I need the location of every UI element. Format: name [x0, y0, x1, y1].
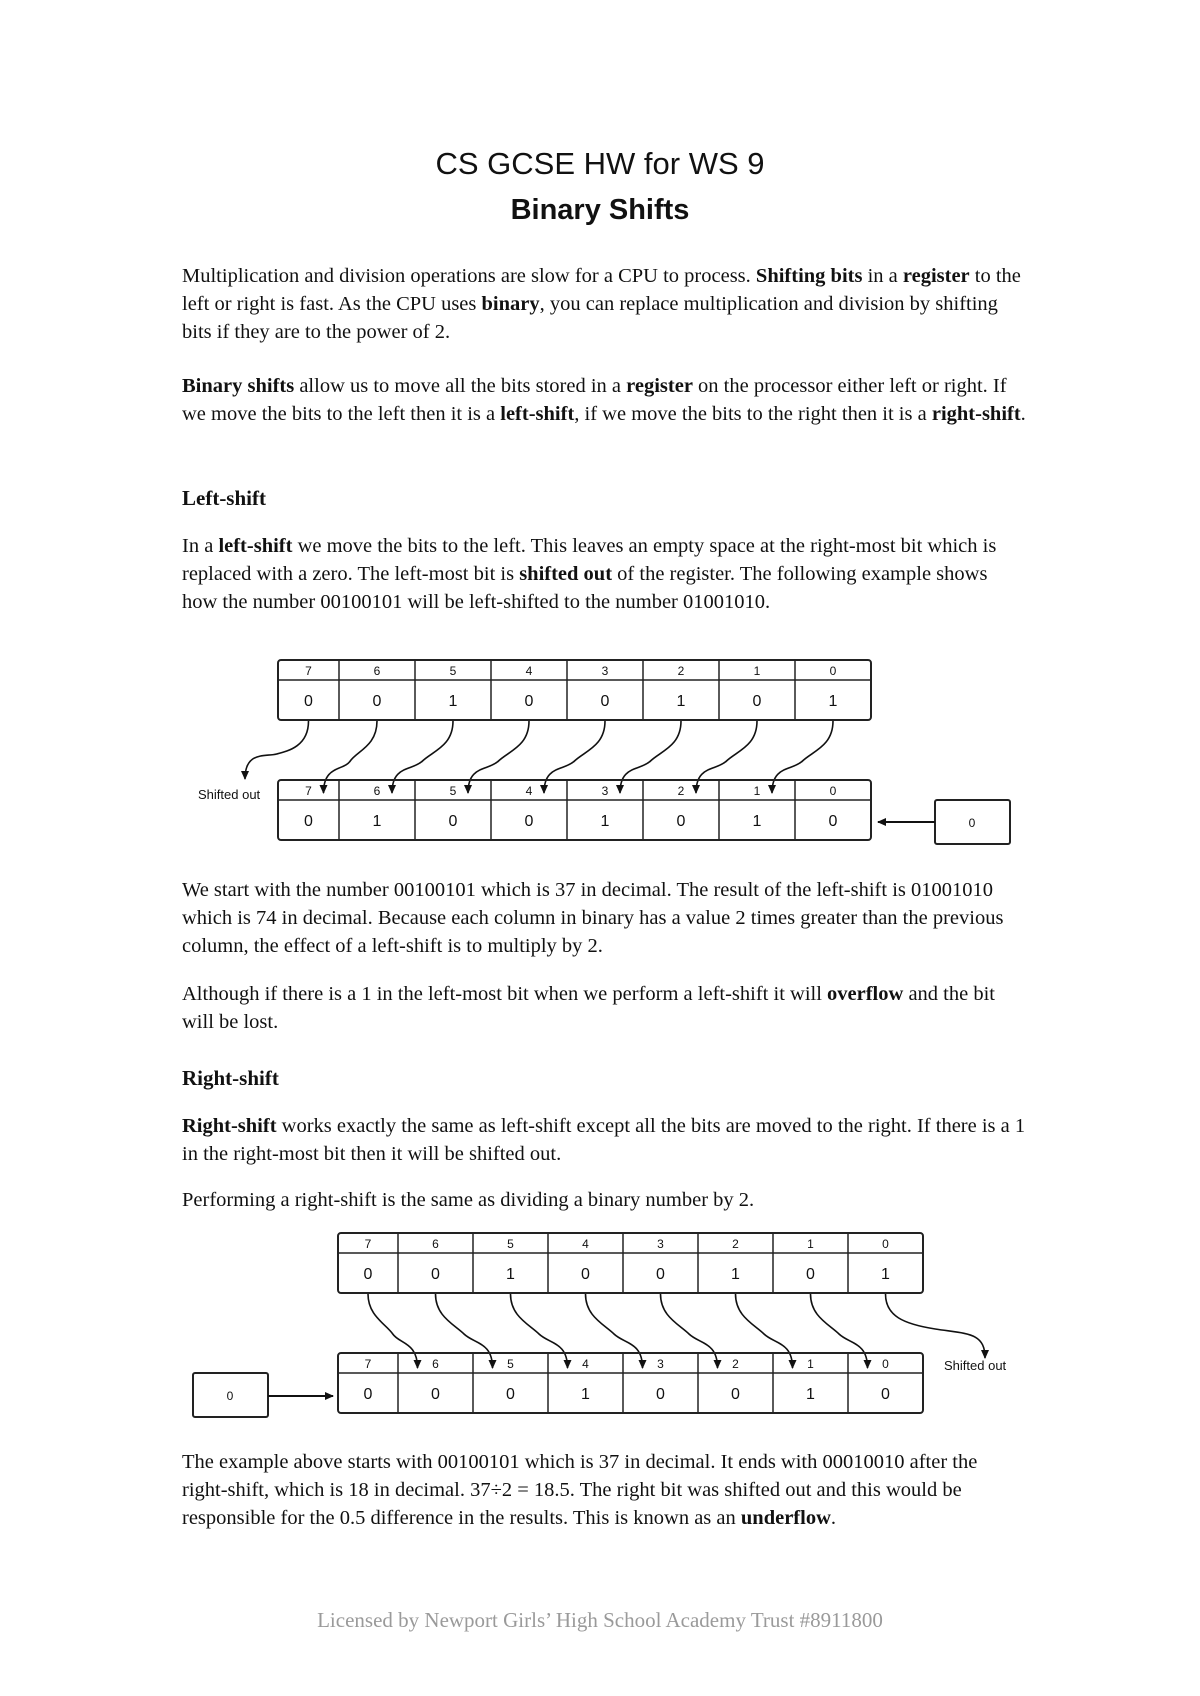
bit-position-label: 6 [373, 784, 381, 798]
bit-shift-arrow [511, 1294, 568, 1368]
bit-position-label: 2 [677, 784, 685, 798]
left-shift-arrows [245, 721, 833, 793]
text-run: In a [182, 535, 219, 557]
left-register-after [278, 780, 871, 840]
bit-position-label: 7 [305, 664, 312, 678]
bit-position-label: 1 [753, 664, 761, 678]
bold-term: right-shift [931, 403, 1021, 425]
bit-value: 0 [752, 693, 762, 710]
bit-shift-arrow [324, 721, 378, 793]
bit-value: 0 [581, 1266, 590, 1283]
text-run: we move the bits to the left. This leaves an empty space at the right-most bit which is replaced with a zero. The left-most bit is [182, 535, 997, 585]
bit-position-label: 5 [507, 1237, 514, 1251]
bit-position-label: 7 [364, 1237, 372, 1251]
bit-position-label: 0 [829, 784, 837, 798]
left-register-before [278, 660, 871, 720]
bit-value: 0 [304, 813, 313, 830]
text-run: to the left or right is fast. As the CPU uses [182, 265, 1021, 315]
bit-shift-arrow [620, 721, 681, 793]
text-run: , you can replace multiplication and division by shifting bits if they are to the power of 2. [182, 293, 998, 343]
bit-value: 1 [881, 1266, 890, 1283]
bit-value: 1 [676, 693, 686, 710]
bit-position-label: 4 [525, 664, 533, 678]
bold-term: underflow [740, 1507, 831, 1529]
bit-position-label: 3 [601, 784, 609, 798]
bit-position-label: 6 [432, 1357, 439, 1371]
bit-shift-arrow [436, 1294, 493, 1368]
right-shift-paragraph-3 [182, 1448, 1027, 1532]
text-run: , if we move the bits to the right then it is a [574, 403, 932, 425]
bit-position-label: 4 [525, 784, 533, 798]
bit-position-label: 5 [507, 1357, 514, 1371]
text-run: . [830, 1507, 836, 1529]
bit-position-label: 4 [582, 1357, 589, 1371]
bit-shift-arrow [696, 721, 757, 793]
left-shift-paragraph-2 [182, 876, 1027, 960]
left-after-frame [278, 780, 871, 840]
right-shifted-out-label: Shifted out [944, 1358, 1007, 1373]
bit-position-label: 1 [753, 784, 761, 798]
intro-paragraph-2 [182, 372, 1027, 428]
bit-position-label: 0 [882, 1357, 889, 1371]
text-run: of the register. The following example shows how the number 00100101 will be left-shifted to the number 01001010. [182, 563, 988, 613]
text-run: allow us to move all the bits stored in a [294, 375, 627, 397]
right-fill-value: 0 [226, 1389, 234, 1403]
bit-value: 1 [731, 1266, 740, 1283]
bit-value: 1 [448, 693, 458, 710]
bit-shift-arrow [586, 1294, 643, 1368]
bold-term: left-shift [218, 535, 293, 557]
bit-value: 1 [752, 813, 762, 830]
bit-value: 0 [506, 1386, 515, 1403]
bit-value: 0 [363, 1386, 373, 1403]
text-run: on the processor either left or right. If we move the bits to the left then it is a [182, 375, 1007, 425]
bit-value: 0 [524, 693, 534, 710]
bold-term: left-shift [500, 403, 575, 425]
bit-value: 0 [431, 1266, 440, 1283]
bit-shift-arrow [811, 1294, 868, 1368]
intro-paragraph-1 [182, 262, 1027, 346]
left-before-frame [278, 660, 871, 720]
left-shift-paragraph-1 [182, 532, 1027, 616]
left-fill-value: 0 [968, 816, 976, 830]
right-register-before [338, 1233, 923, 1293]
text-run: and the bit will be lost. [182, 983, 995, 1033]
page-subtitle: Binary Shifts [510, 194, 690, 226]
bit-value: 1 [828, 693, 838, 710]
bit-value: 0 [656, 1386, 665, 1403]
text-run: works exactly the same as left-shift except all the bits are moved to the right. If there is a 1 in the right-most bit then it will be shifted out. [182, 1115, 1026, 1165]
bit-value: 0 [828, 813, 838, 830]
bit-position-label: 4 [582, 1237, 589, 1251]
bold-term: shifted out [519, 563, 613, 585]
page-title: CS GCSE HW for WS 9 [435, 146, 765, 181]
license-footer: Licensed by Newport Girls’ High School Academy Trust #8911800 [317, 1608, 883, 1632]
text-run: Although if there is a 1 in the left-most bit when we perform a left-shift it will [182, 983, 828, 1005]
bit-position-label: 2 [732, 1357, 739, 1371]
bit-value: 0 [806, 1266, 815, 1283]
bit-shift-arrow [544, 721, 605, 793]
bit-shift-arrow [392, 721, 453, 793]
left-shift-paragraph-3 [182, 980, 1027, 1036]
text-run: Performing a right-shift is the same as dividing a binary number by 2. [182, 1189, 755, 1211]
bit-value: 0 [431, 1386, 440, 1403]
bit-position-label: 6 [432, 1237, 439, 1251]
bit-value: 1 [581, 1386, 590, 1403]
text-run: We start with the number 00100101 which is 37 in decimal. The result of the left-shift is 01001010 which is 74 in decimal. Because each column in binary has a value 2 times greater than the previous column, the effect of a left-shift is to multiply by 2. [182, 879, 1004, 957]
bit-position-label: 6 [373, 664, 381, 678]
bit-value: 1 [806, 1386, 815, 1403]
bit-value: 0 [600, 693, 610, 710]
bit-value: 1 [372, 813, 382, 830]
bit-shift-arrow [661, 1294, 718, 1368]
bit-value: 0 [881, 1386, 890, 1403]
right-register-after [338, 1353, 923, 1413]
bit-position-label: 5 [449, 784, 457, 798]
left-shifted-out-label: Shifted out [198, 787, 261, 802]
right-shift-diagram [0, 1228, 1200, 1428]
right-before-frame [338, 1233, 923, 1293]
right-shift-heading: Right-shift [182, 1066, 279, 1090]
right-after-frame [338, 1353, 923, 1413]
text-run: . [1020, 403, 1026, 425]
bit-position-label: 7 [305, 784, 312, 798]
left-shift-diagram [0, 655, 1200, 855]
bit-shift-arrow [772, 721, 833, 793]
left-shift-heading: Left-shift [182, 486, 266, 510]
bit-shift-arrow [736, 1294, 793, 1368]
bit-value: 0 [304, 693, 313, 710]
bold-term: overflow [827, 983, 904, 1005]
bit-value: 0 [676, 813, 686, 830]
bit-value: 0 [524, 813, 534, 830]
bit-value: 0 [731, 1386, 740, 1403]
bit-value: 0 [448, 813, 458, 830]
bold-term: Shifting bits [755, 265, 863, 287]
bold-term: register [902, 265, 970, 287]
text-run: Multiplication and division operations are slow for a CPU to process. [182, 265, 756, 287]
bit-position-label: 0 [829, 664, 837, 678]
bit-position-label: 3 [601, 664, 609, 678]
bold-term: Right-shift [182, 1115, 277, 1137]
bit-shift-arrow [468, 721, 529, 793]
bit-value: 1 [506, 1266, 515, 1283]
bit-position-label: 0 [882, 1237, 889, 1251]
bit-position-label: 3 [657, 1357, 664, 1371]
bit-position-label: 1 [807, 1357, 814, 1371]
bit-position-label: 3 [657, 1237, 664, 1251]
bold-term: register [626, 375, 693, 397]
bit-position-label: 2 [732, 1237, 739, 1251]
bit-value: 0 [656, 1266, 665, 1283]
shifted-out-arrow [886, 1294, 986, 1358]
bit-value: 0 [363, 1266, 373, 1283]
right-shift-paragraph-1 [182, 1112, 1027, 1168]
bold-term: Binary shifts [182, 375, 295, 397]
bit-position-label: 2 [677, 664, 685, 678]
right-shift-arrows [368, 1294, 985, 1368]
bold-term: binary [481, 293, 540, 315]
bit-position-label: 5 [449, 664, 457, 678]
bit-value: 0 [372, 693, 382, 710]
bit-shift-arrow [368, 1294, 418, 1368]
text-run: The example above starts with 00100101 which is 37 in decimal. It ends with 00010010 after the right-shift, which is 18 in decimal. 37÷2 = 18.5. The right bit was shifted out and this would be responsible for the 0.5 difference in the results. This is known as an [182, 1451, 978, 1529]
right-shift-paragraph-2 [182, 1186, 1027, 1214]
bit-position-label: 1 [807, 1237, 814, 1251]
bit-position-label: 7 [364, 1357, 372, 1371]
shifted-out-arrow [245, 721, 309, 779]
bit-value: 1 [600, 813, 610, 830]
text-run: in a [862, 265, 903, 287]
